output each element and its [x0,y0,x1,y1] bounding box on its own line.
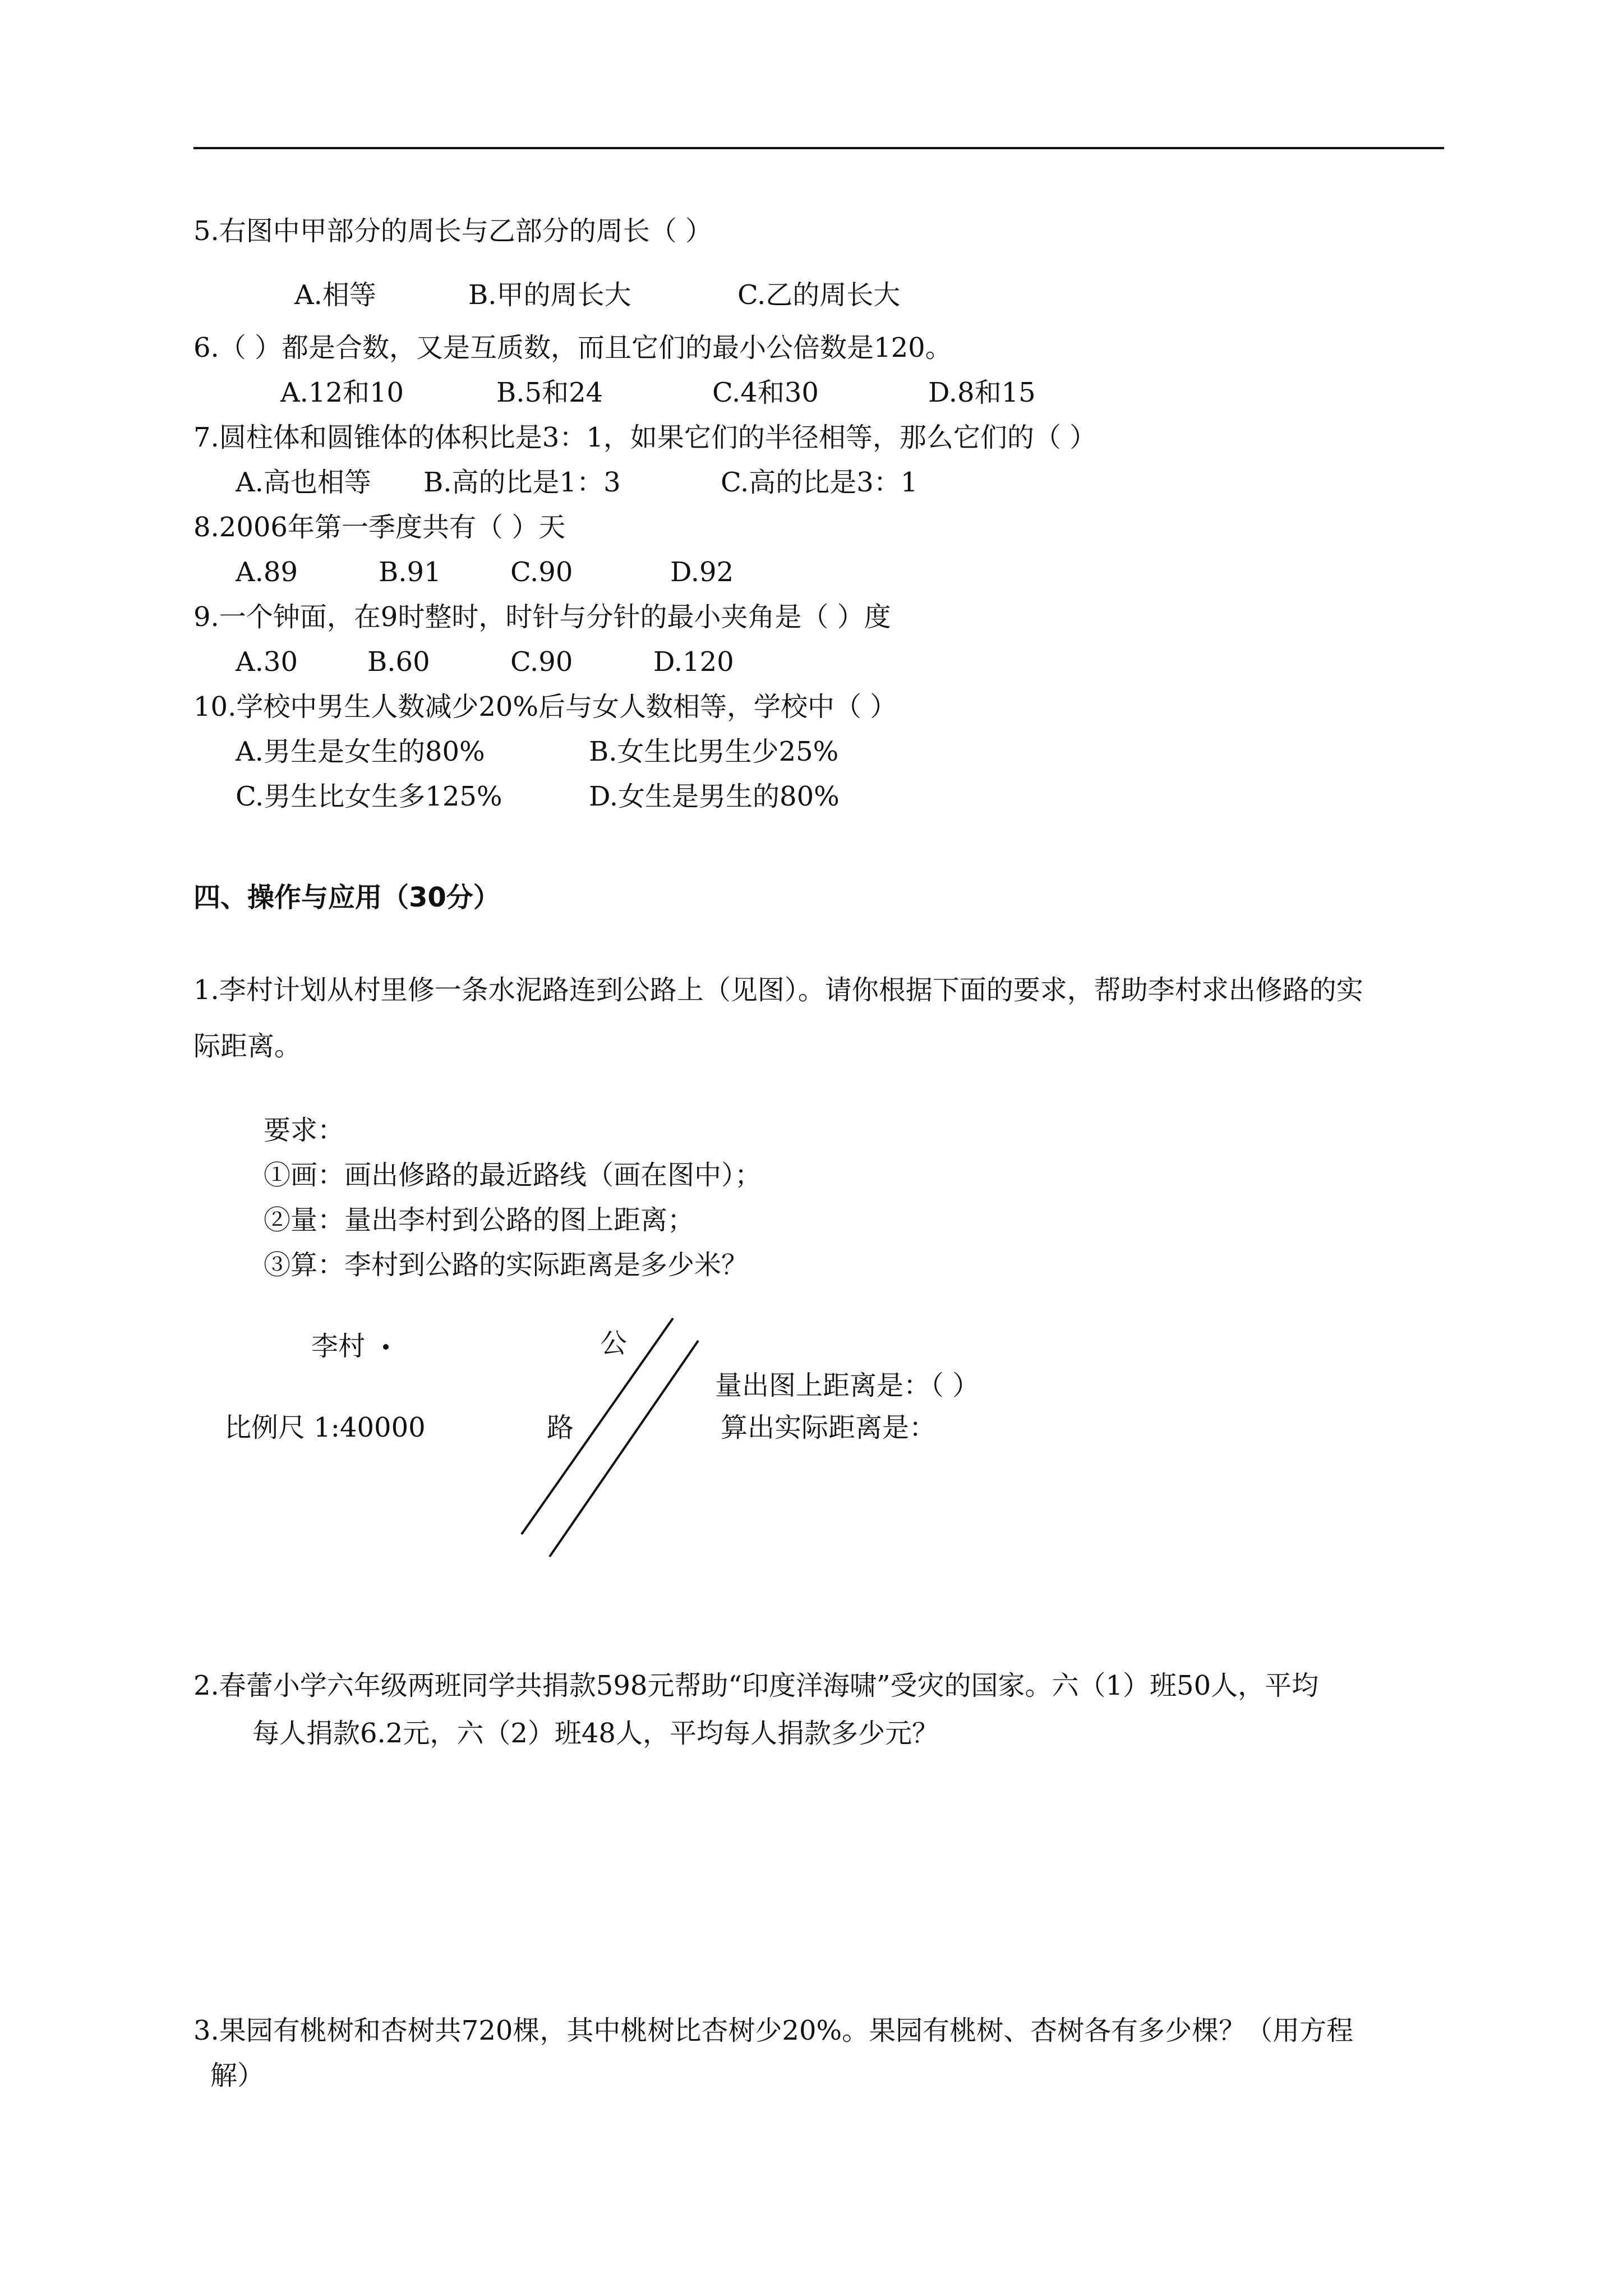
question-6-option-c: C.4和30 [712,377,819,408]
question-7-option-a: A.高也相等 [236,467,371,498]
road-label-char-1: 公 [600,1328,628,1359]
question-7-stem: 7.圆柱体和圆锥体的体积比是3：1，如果它们的半径相等，那么它们的（ ） [193,422,1097,453]
question-6-option-a: A.12和10 [280,377,404,408]
road-line-right [550,1341,698,1557]
question-8-option-b: B.91 [379,556,441,588]
question-8-option-c: C.90 [510,556,573,588]
question-6-stem: 6.（ ）都是合数，又是互质数，而且它们的最小公倍数是120。 [193,332,952,364]
requirement-3: ③算：李村到公路的实际距离是多少米？ [264,1249,749,1281]
question-8-stem: 8.2006年第一季度共有（ ）天 [193,512,566,543]
village-label: 李村 [311,1331,366,1362]
question-8-option-a: A.89 [236,556,298,588]
question-9-option-b: B.60 [367,646,430,678]
requirement-2: ②量：量出李村到公路的图上距离； [264,1204,695,1236]
problem-3-line-1: 3.果园有桃树和杏树共720棵，其中桃树比杏树少20%。果园有桃树、杏树各有多少棵？（用方程 [193,2015,1354,2046]
question-10-option-c: C.男生比女生多125% [236,781,502,812]
question-10-option-a: A.男生是女生的80% [236,736,485,767]
problem-1-line-1: 1.李村计划从村里修一条水泥路连到公路上（见图）。请你根据下面的要求，帮助李村求出修路的实 [193,974,1363,1006]
scale-label: 比例尺 1:40000 [224,1412,426,1443]
question-8-option-d: D.92 [670,556,734,588]
section-4-title: 四、操作与应用（30分） [193,882,500,913]
question-6-option-d: D.8和15 [928,377,1036,408]
question-9-stem: 9.一个钟面，在9时整时，时针与分针的最小夹角是（ ）度 [193,601,891,633]
measured-distance-field: 量出图上距离是：（ ） [715,1370,980,1401]
actual-distance-field: 算出实际距离是： [721,1412,937,1443]
requirements-title: 要求： [264,1115,345,1146]
question-9-option-d: D.120 [653,646,734,678]
question-10-option-b: B.女生比男生少25% [589,736,839,767]
question-5-option-b: B.甲的周长大 [468,279,631,311]
road-line-left [522,1318,673,1534]
question-5-option-c: C.乙的周长大 [737,279,901,311]
problem-3-line-2: 解） [210,2060,265,2091]
problem-2-line-2: 每人捐款6.2元，六（2）班48人，平均每人捐款多少元？ [252,1718,939,1749]
question-7-option-b: B.高的比是1：3 [423,467,621,498]
question-5-option-a: A.相等 [294,279,376,311]
question-7-option-c: C.高的比是3：1 [721,467,918,498]
question-9-option-a: A.30 [236,646,298,678]
question-6-option-b: B.5和24 [496,377,603,408]
question-5-stem: 5.右图中甲部分的周长与乙部分的周长（ ） [193,215,713,247]
road-label-char-2: 路 [547,1412,574,1443]
requirement-1: ①画：画出修路的最近路线（画在图中）； [264,1159,762,1191]
question-10-option-d: D.女生是男生的80% [589,781,840,812]
question-9-option-c: C.90 [510,646,573,678]
problem-1-line-2: 际距离。 [193,1030,302,1062]
problem-2-line-1: 2.春蕾小学六年级两班同学共捐款598元帮助“印度洋海啸”受灾的国家。六（1）班50人，平均 [193,1670,1319,1701]
question-10-stem: 10.学校中男生人数减少20%后与女人数相等，学校中（ ） [193,691,897,723]
